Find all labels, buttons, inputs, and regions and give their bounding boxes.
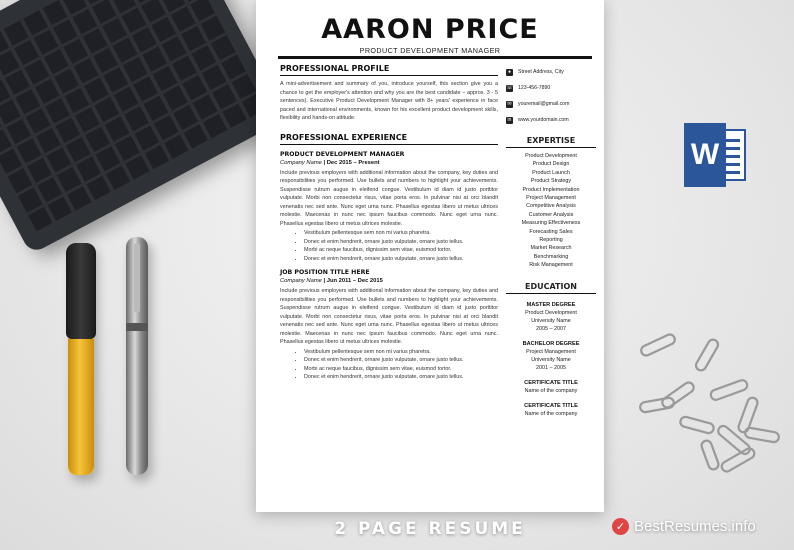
brand-watermark [612, 518, 756, 535]
expertise-item: Measuring Effectiveness [521, 220, 581, 227]
word-letter: W [684, 123, 726, 187]
job-bullet: • Donec et enim hendrerit, ornare justo vulputate, ornare justo tellus. [304, 238, 498, 247]
education-title: CERTIFICATE TITLE [524, 402, 578, 409]
resume-right-column [506, 64, 596, 418]
profile-heading: PROFESSIONAL PROFILE [280, 64, 498, 76]
silver-pen-image [126, 237, 148, 475]
web-text: www.yourdomain.com [518, 117, 569, 123]
job-bullet: • Donec et enim hendrerit, ornare justo vulputate, ornare justo tellus. [304, 255, 498, 264]
education-entry [506, 301, 596, 333]
resume-page [256, 0, 604, 512]
phone-icon: ☏ [506, 85, 513, 91]
expertise-item: Forecasting Sales [529, 228, 573, 235]
education-line: University Name [531, 356, 571, 363]
job-company: Company Name [280, 159, 322, 166]
job-bullets [280, 348, 498, 382]
expertise-heading: EXPERTISE [506, 136, 596, 148]
expertise-item: Project Management [526, 195, 576, 202]
expertise-item: Product Implementation [522, 186, 580, 193]
expertise-item: Risk Management [529, 262, 573, 269]
job-company-line: Company Name | Dec 2015 – Present [280, 159, 380, 166]
expertise-item: Product Development [525, 153, 577, 159]
job-company: Company Name [280, 278, 322, 284]
education-title: BACHELOR DEGREE [522, 340, 580, 347]
contact-web [506, 112, 596, 128]
email-text: youremail@gmail.com [518, 101, 570, 107]
education-line: University Name [531, 317, 571, 324]
job-description: Include previous employers with additional information about the company, key duties and responsibilities you performed. Use bullets and numbers to highlight your achievements. Suspendisse rutrum augue in eleifend congue. Vestibulum id diam id justo porttitor vulputate. Morbi non consectetur risus, vitae porta eros. In pulvinar nisi at orci blandit venenatis nec sed ante. Nunc eget urna nunc. Phasellus egestas libero ut metus ultrices molestie. Maecenas in nunc nec ipsum faucibus commodo. Nunc eget urna nunc. Phasellus egestas libero ut metus ultrices molestie. [280, 288, 498, 345]
job-bullets [280, 229, 498, 263]
resume-role: PRODUCT DEVELOPMENT MANAGER [359, 46, 501, 55]
email-icon: ✉ [507, 101, 512, 107]
job-entry [280, 151, 498, 264]
education-line: 2005 – 2007 [536, 325, 566, 332]
resume-name: AARON PRICE [321, 14, 539, 45]
job-dates: Jun 2011 – Dec 2015 [326, 278, 383, 284]
expertise-item: Reporting [539, 237, 563, 244]
job-dates: Dec 2015 – Present [326, 159, 380, 166]
profile-text: A mini-advertisement and summary of you, introduce yourself, this section give you a chance to get the employer's attention and why you are the best candidate – approx. 3 - 5 sentences). Executive Product Development Manager with 8+ years' experience in face paced and international environments, known for his excellent product development skills, flexibility and hands-on attitude. [280, 81, 498, 121]
job-bullet: • Vestibulum pellentesque sem non mi varius pharetra. [304, 229, 498, 238]
address-text: Street Address, City [518, 69, 564, 75]
checkmark-icon: ✓ [612, 518, 629, 535]
job-company-line: Company Name | Jun 2011 – Dec 2015 [280, 278, 383, 284]
education-entry [506, 402, 596, 418]
expertise-item: Product Launch [532, 169, 570, 176]
contact-email [506, 96, 596, 112]
education-line: Project Management [526, 348, 576, 355]
expertise-item: Product Strategy [530, 178, 572, 185]
expertise-item: Customer Analysis [528, 211, 574, 218]
education-line: Name of the company [524, 387, 578, 394]
job-bullet: • Donec et enim hendrerit, ornare justo vulputate, ornare justo tellus. [304, 356, 498, 365]
experience-heading: PROFESSIONAL EXPERIENCE [280, 133, 498, 145]
paper-clips-image [620, 330, 790, 500]
job-bullet: • Vestibulum pellentesque sem non mi varius pharetra. [304, 348, 498, 357]
education-entry [506, 379, 596, 395]
contact-phone [506, 80, 596, 96]
expertise-item: Benchmarking [533, 253, 569, 260]
education-title: CERTIFICATE TITLE [524, 379, 578, 386]
job-description: Include previous employers with additional information about the company, key duties and responsibilities you performed. Use bullets and numbers to highlight your achievements. Suspendisse rutrum augue in eleifend congue. Vestibulum id diam id justo porttitor vulputate. Morbi non consectetur risus, vitae porta eros. In pulvinar nisi at orci blandit venenatis nec sed ante. Nunc eget urna nunc. Phasellus egestas libero ut metus ultrices molestie. Maecenas in nunc nec ipsum faucibus commodo. Nunc eget urna nunc. Phasellus egestas libero ut metus ultrices molestie. [280, 169, 498, 227]
job-title: PRODUCT DEVELOPMENT MANAGER [280, 150, 405, 158]
map-pin-icon: ● [507, 69, 512, 75]
job-title: JOB POSITION TITLE HERE [280, 269, 370, 276]
job-bullet: • Morbi ac neque faucibus, dignissim sem vitae, euismod tortor. [304, 246, 498, 255]
education-entry [506, 340, 596, 372]
expertise-list [506, 152, 596, 270]
education-heading: EDUCATION [506, 282, 596, 294]
phone-text: 123-456-7890 [518, 85, 551, 91]
word-document-icon [684, 123, 748, 187]
education-line: Name of the company [524, 410, 578, 417]
education-title: MASTER DEGREE [526, 301, 576, 308]
education-line: Product Development [525, 309, 577, 316]
page-count-label: 2 PAGE RESUME [334, 519, 526, 539]
linkedin-icon: in [507, 117, 512, 123]
education-line: 2001 – 2005 [536, 364, 566, 371]
job-bullet: • Morbi ac neque faucibus, dignissim sem vitae, euismod tortor. [304, 365, 498, 374]
job-bullet: • Donec et enim hendrerit, ornare justo vulputate, ornare justo tellus. [304, 373, 498, 382]
resume-left-column [280, 64, 498, 382]
expertise-item: Market Research [530, 245, 572, 252]
header-rule [278, 56, 592, 59]
expertise-item: Competitive Analysis [526, 203, 576, 210]
brand-name: BestResumes.info [634, 518, 756, 535]
contact-address [506, 64, 596, 80]
yellow-marker-image [68, 243, 94, 475]
job-entry [280, 269, 498, 382]
expertise-item: Product Design [532, 161, 570, 168]
